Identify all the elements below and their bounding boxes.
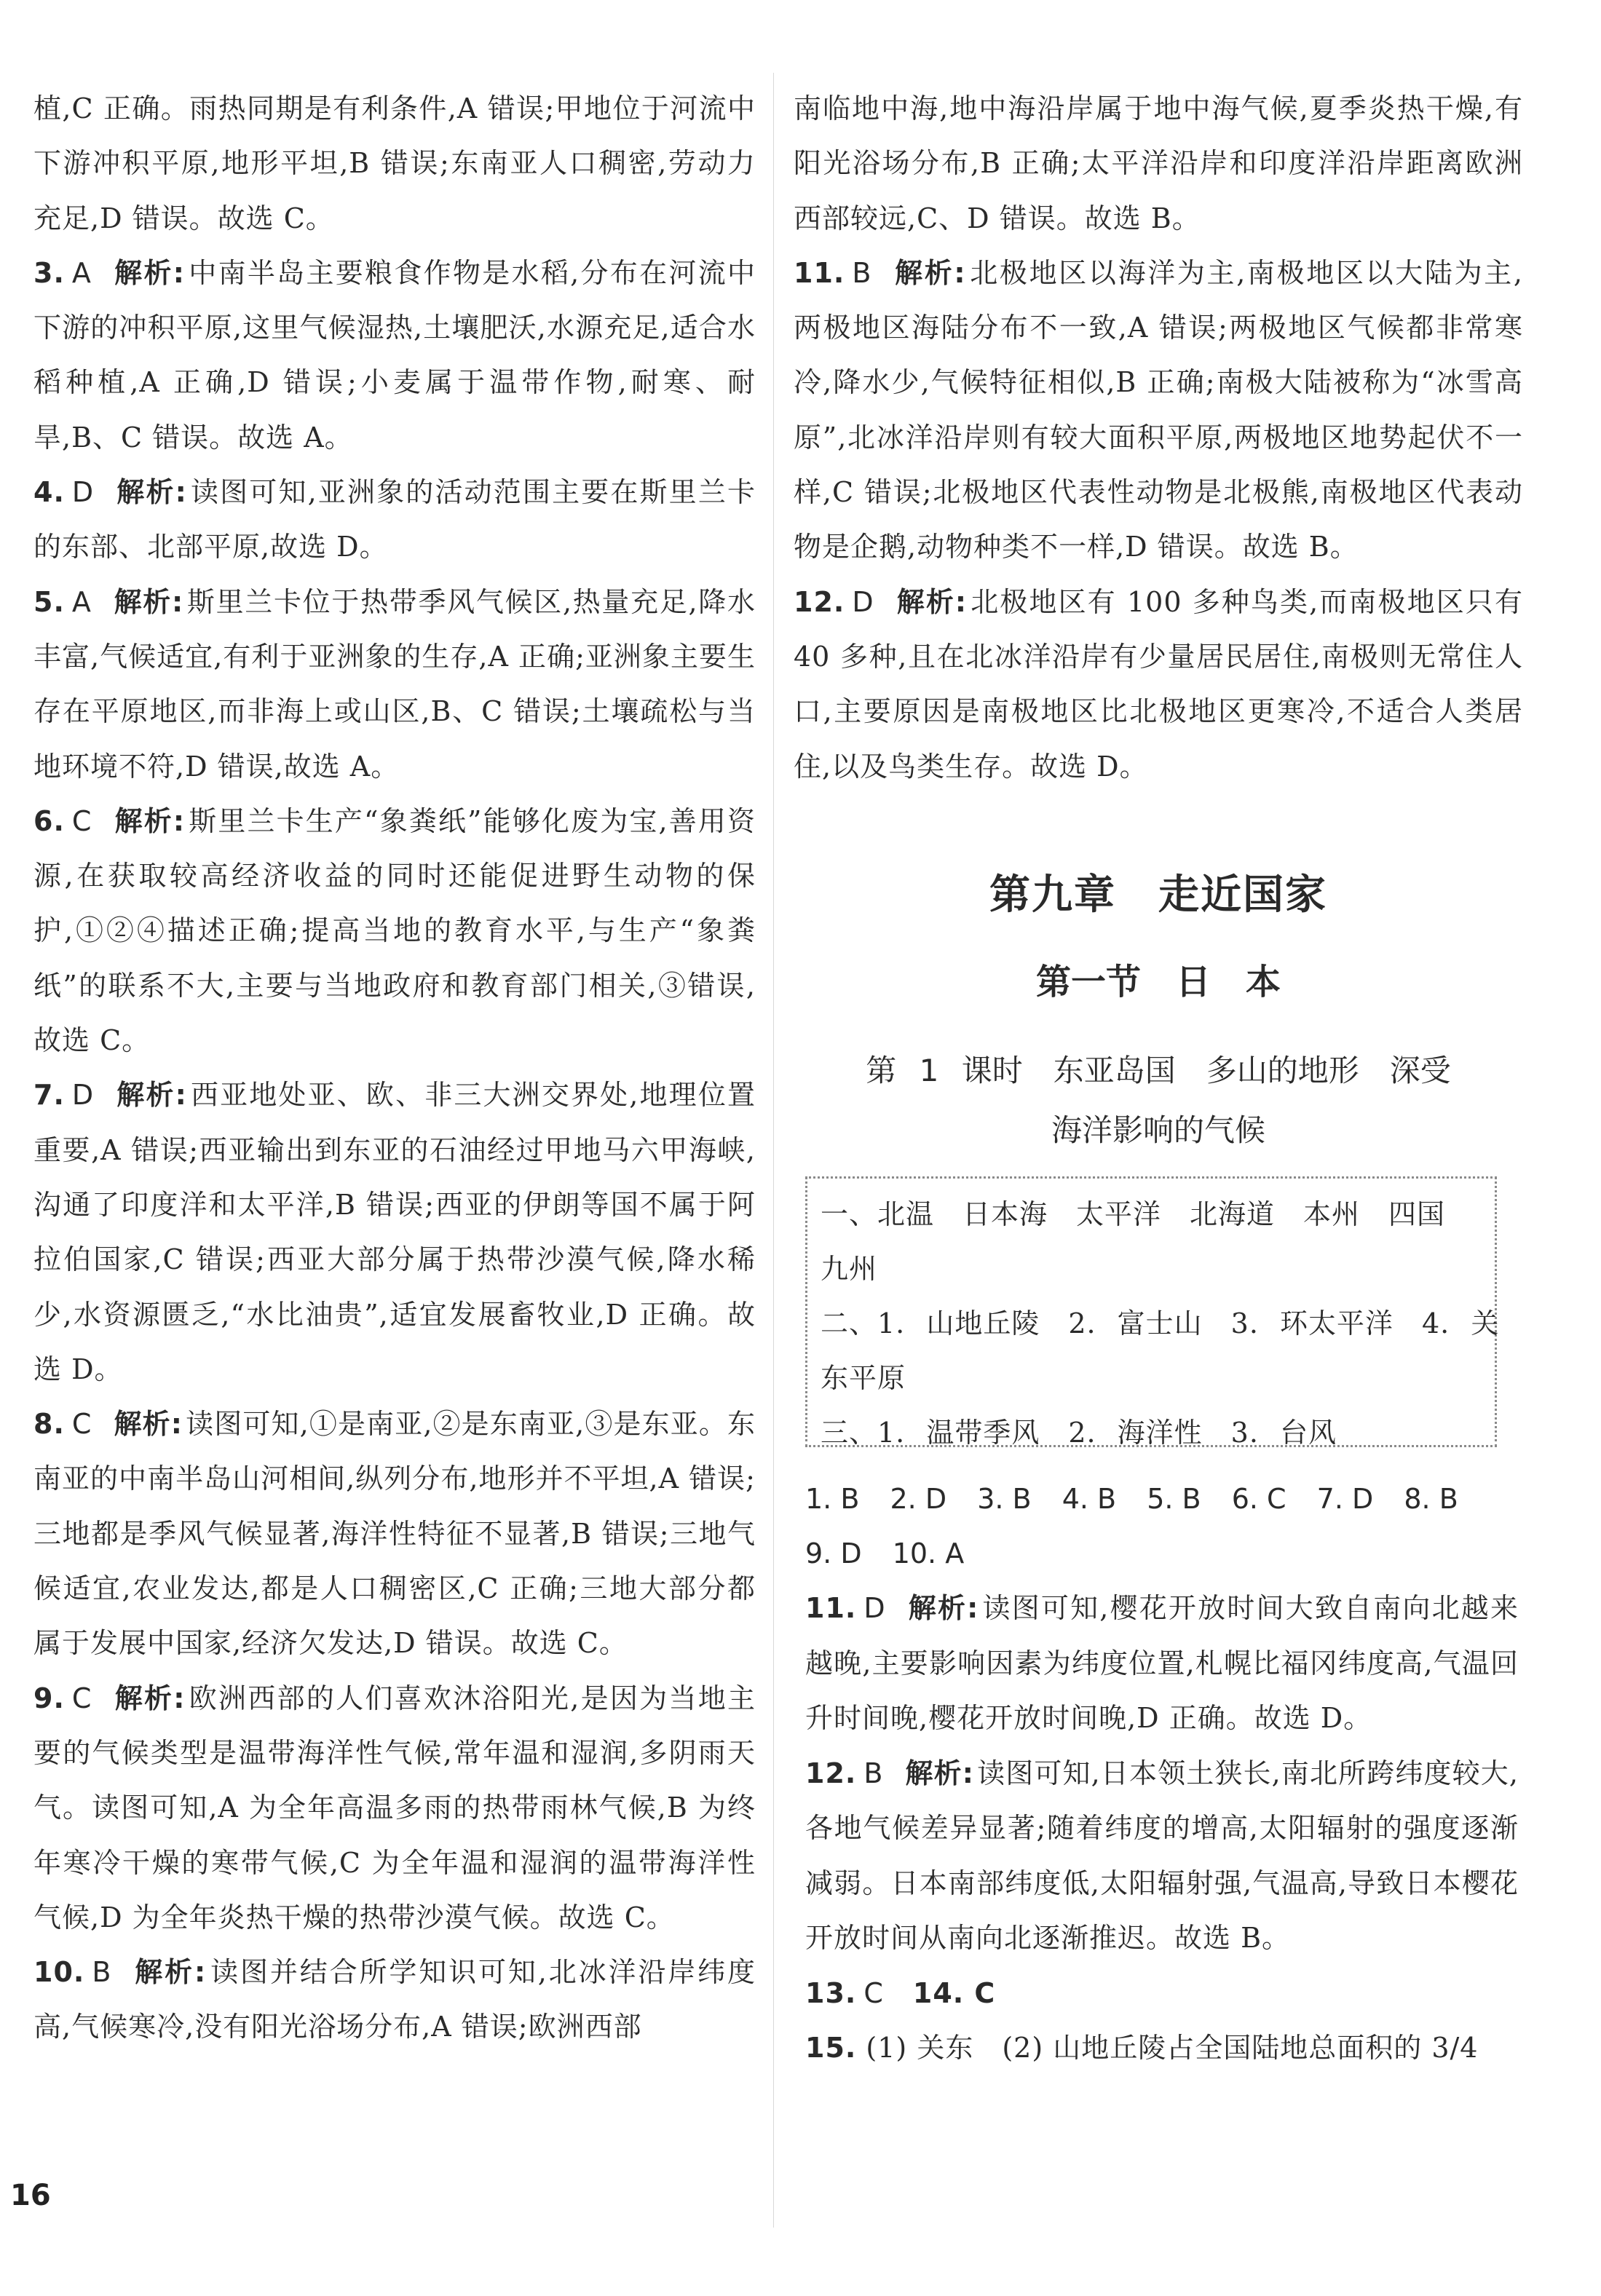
section-title: 第一节 日 本 [1035, 962, 1281, 1002]
quick-answers-row2 [805, 1527, 1519, 1581]
left-para-5: 7. D 解析: 西亚地处亚、欧、非三大洲交界处,地理位置重要,A 错误;西亚输出到东亚的石油经过甲地马六甲海峡,沟通了印度洋和太平洋,B 错误;西亚的伊朗等国不属于阿拉伯国家,C 错误;西亚大部分属于热带沙漠气候,降水稀少,水资源匮乏,“水比油贵”,适宜发展畜牧业,D 正确。故选 D。 [33, 1079, 756, 1385]
lesson-title [794, 1041, 1523, 1160]
answer-box-row1: 一、北温 日本海 太平洋 北海道 本州 四国 [821, 1198, 1446, 1230]
lesson-title-line2: 海洋影响的气候 [1051, 1112, 1265, 1148]
right-para-2: 12. D 解析: 北极地区有 100 多种鸟类,而南极地区只有 40 多种,且在北冰洋沿岸有少量居民居住,南极则无常住人口,主要原因是南极地区比北极地区更寒冷,不适合人类居住,以及鸟类生存。故选 D。 [794, 585, 1523, 783]
left-para-2: 4. D 解析: 读图可知,亚洲象的活动范围主要在斯里兰卡的东部、北部平原,故选 D。 [33, 476, 756, 563]
left-para-8: 10. B 解析: 读图并结合所学知识可知,北冰洋沿岸纬度高,气候寒冷,没有阳光浴场分布,A 错误;欧洲西部 [33, 1956, 756, 2043]
right-para-0: 南临地中海,地中海沿岸属于地中海气候,夏季炎热干燥,有阳光浴场分布,B 正确;太平洋沿岸和印度洋沿岸距离欧洲西部较远,C、D 错误。故选 B。 [794, 92, 1523, 234]
answer-box-row4: 东平原 [821, 1362, 906, 1394]
quick-answer: 10. A [892, 1537, 965, 1569]
left-para-0: 植,C 正确。雨热同期是有利条件,A 错误;甲地位于河流中下游冲积平原,地形平坦,B 错误;东南亚人口稠密,劳动力充足,D 错误。故选 C。 [33, 92, 756, 234]
column-divider [773, 73, 774, 2228]
right-bottom-para-1: 12. B 解析: 读图可知,日本领土狭长,南北所跨纬度较大,各地气候差异显著;随着纬度的增高,太阳辐射的强度逐渐减弱。日本南部纬度低,太阳辐射强,气温高,导致日本樱花开放时间从南向北逐渐推迟。故选 B。 [805, 1757, 1519, 1954]
chapter-title: 第九章 走近国家 [989, 871, 1327, 919]
right-para-1: 11. B 解析: 北极地区以海洋为主,南极地区以大陆为主,两极地区海陆分布不一致,A 错误;两极地区气候都非常寒冷,降水少,气候特征相似,B 正确;南极大陆被称为“冰雪高原”,北冰洋沿岸则有较大面积平原,两极地区地势起伏不一样,C 错误;北极地区代表性动物是北极熊,南极地区代表动物是企鹅,动物种类不一样,D 错误。故选 B。 [794, 256, 1523, 563]
left-para-7: 9. C 解析: 欧洲西部的人们喜欢沐浴阳光,是因为当地主要的气候类型是温带海洋性气候,常年温和湿润,多阴雨天气。读图可知,A 为全年高温多雨的热带雨林气候,B 为终年寒冷干燥的寒带气候,C 为全年温和湿润的温带海洋性气候,D 为全年炎热干燥的热带沙漠气候。故选 C。 [33, 1682, 756, 1933]
quick-answer: 6. C [1231, 1483, 1286, 1515]
quick-answer: 9. D [805, 1537, 862, 1569]
quick-answer: 1. B [805, 1483, 860, 1515]
left-para-4: 6. C 解析: 斯里兰卡生产“象粪纸”能够化废为宝,善用资源,在获取较高经济收益的同时还能促进野生动物的保护,①②④描述正确;提高当地的教育水平,与生产“象粪纸”的联系不大,主要与当地政府和教育部门相关,③错误,故选 C。 [33, 804, 756, 1057]
left-para-6: 8. C 解析: 读图可知,①是南亚,②是东南亚,③是东亚。东南亚的中南半岛山河相间,纵列分布,地形并不平坦,A 错误;三地都是季风气候显著,海洋性特征不显著,B 错误;三地气候适宜,农业发达,都是人口稠密区,C 正确;三地大部分都属于发展中国家,经济欠发达,D 错误。故选 C。 [33, 1408, 756, 1660]
left-para-3: 5. A 解析: 斯里兰卡位于热带季风气候区,热量充足,降水丰富,气候适宜,有利于亚洲象的生存,A 正确;亚洲象主要生存在平原地区,而非海上或山区,B、C 错误;土壤疏松与当地环境不符,D 错误,故选 A。 [33, 585, 756, 783]
answer-box-row3: 二、1. 山地丘陵 2. 富士山 3. 环太平洋 4. 关 [821, 1307, 1500, 1339]
quick-answers-row1 [805, 1472, 1519, 1527]
quick-answer: 3. B [977, 1483, 1032, 1515]
right-bottom-para-3: 15. (1) 关东 (2) 山地丘陵占全国陆地总面积的 3/4 [805, 2032, 1479, 2064]
left-column [33, 82, 756, 2055]
answer-box-row2: 九州 [821, 1253, 878, 1285]
right-column-top [794, 82, 1523, 794]
lesson-title-line1: 第 1 课时 东亚岛国 多山的地形 深受 [866, 1053, 1451, 1088]
answer-box [805, 1176, 1500, 1449]
q14: 14. C [912, 1976, 996, 2009]
left-para-1: 3. A 解析: 中南半岛主要粮食作物是水稻,分布在河流中下游的冲积平原,这里气候湿热,土壤肥沃,水源充足,适合水稻种植,A 正确,D 错误;小麦属于温带作物,耐寒、耐旱,B、C 错误。故选 A。 [33, 256, 756, 454]
quick-answer: 7. D [1316, 1483, 1374, 1515]
quick-answer: 4. B [1062, 1483, 1117, 1515]
quick-answer: 2. D [890, 1483, 947, 1515]
answer-box-row5: 三、1. 温带季风 2. 海洋性 3. 台风 [821, 1417, 1337, 1449]
right-column-bottom [805, 1581, 1519, 2076]
quick-answer: 8. B [1404, 1483, 1458, 1515]
quick-answer: 5. B [1147, 1483, 1201, 1515]
right-bottom-para-0: 11. D 解析: 读图可知,樱花开放时间大致自南向北越来越晚,主要影响因素为纬度位置,札幌比福冈纬度高,气温回升时间晚,樱花开放时间晚,D 正确。故选 D。 [805, 1592, 1519, 1734]
right-bottom-para-2: 13. C 14. C [805, 1976, 996, 2009]
page-number: 16 [10, 2179, 51, 2212]
quick-answers [805, 1472, 1519, 1581]
